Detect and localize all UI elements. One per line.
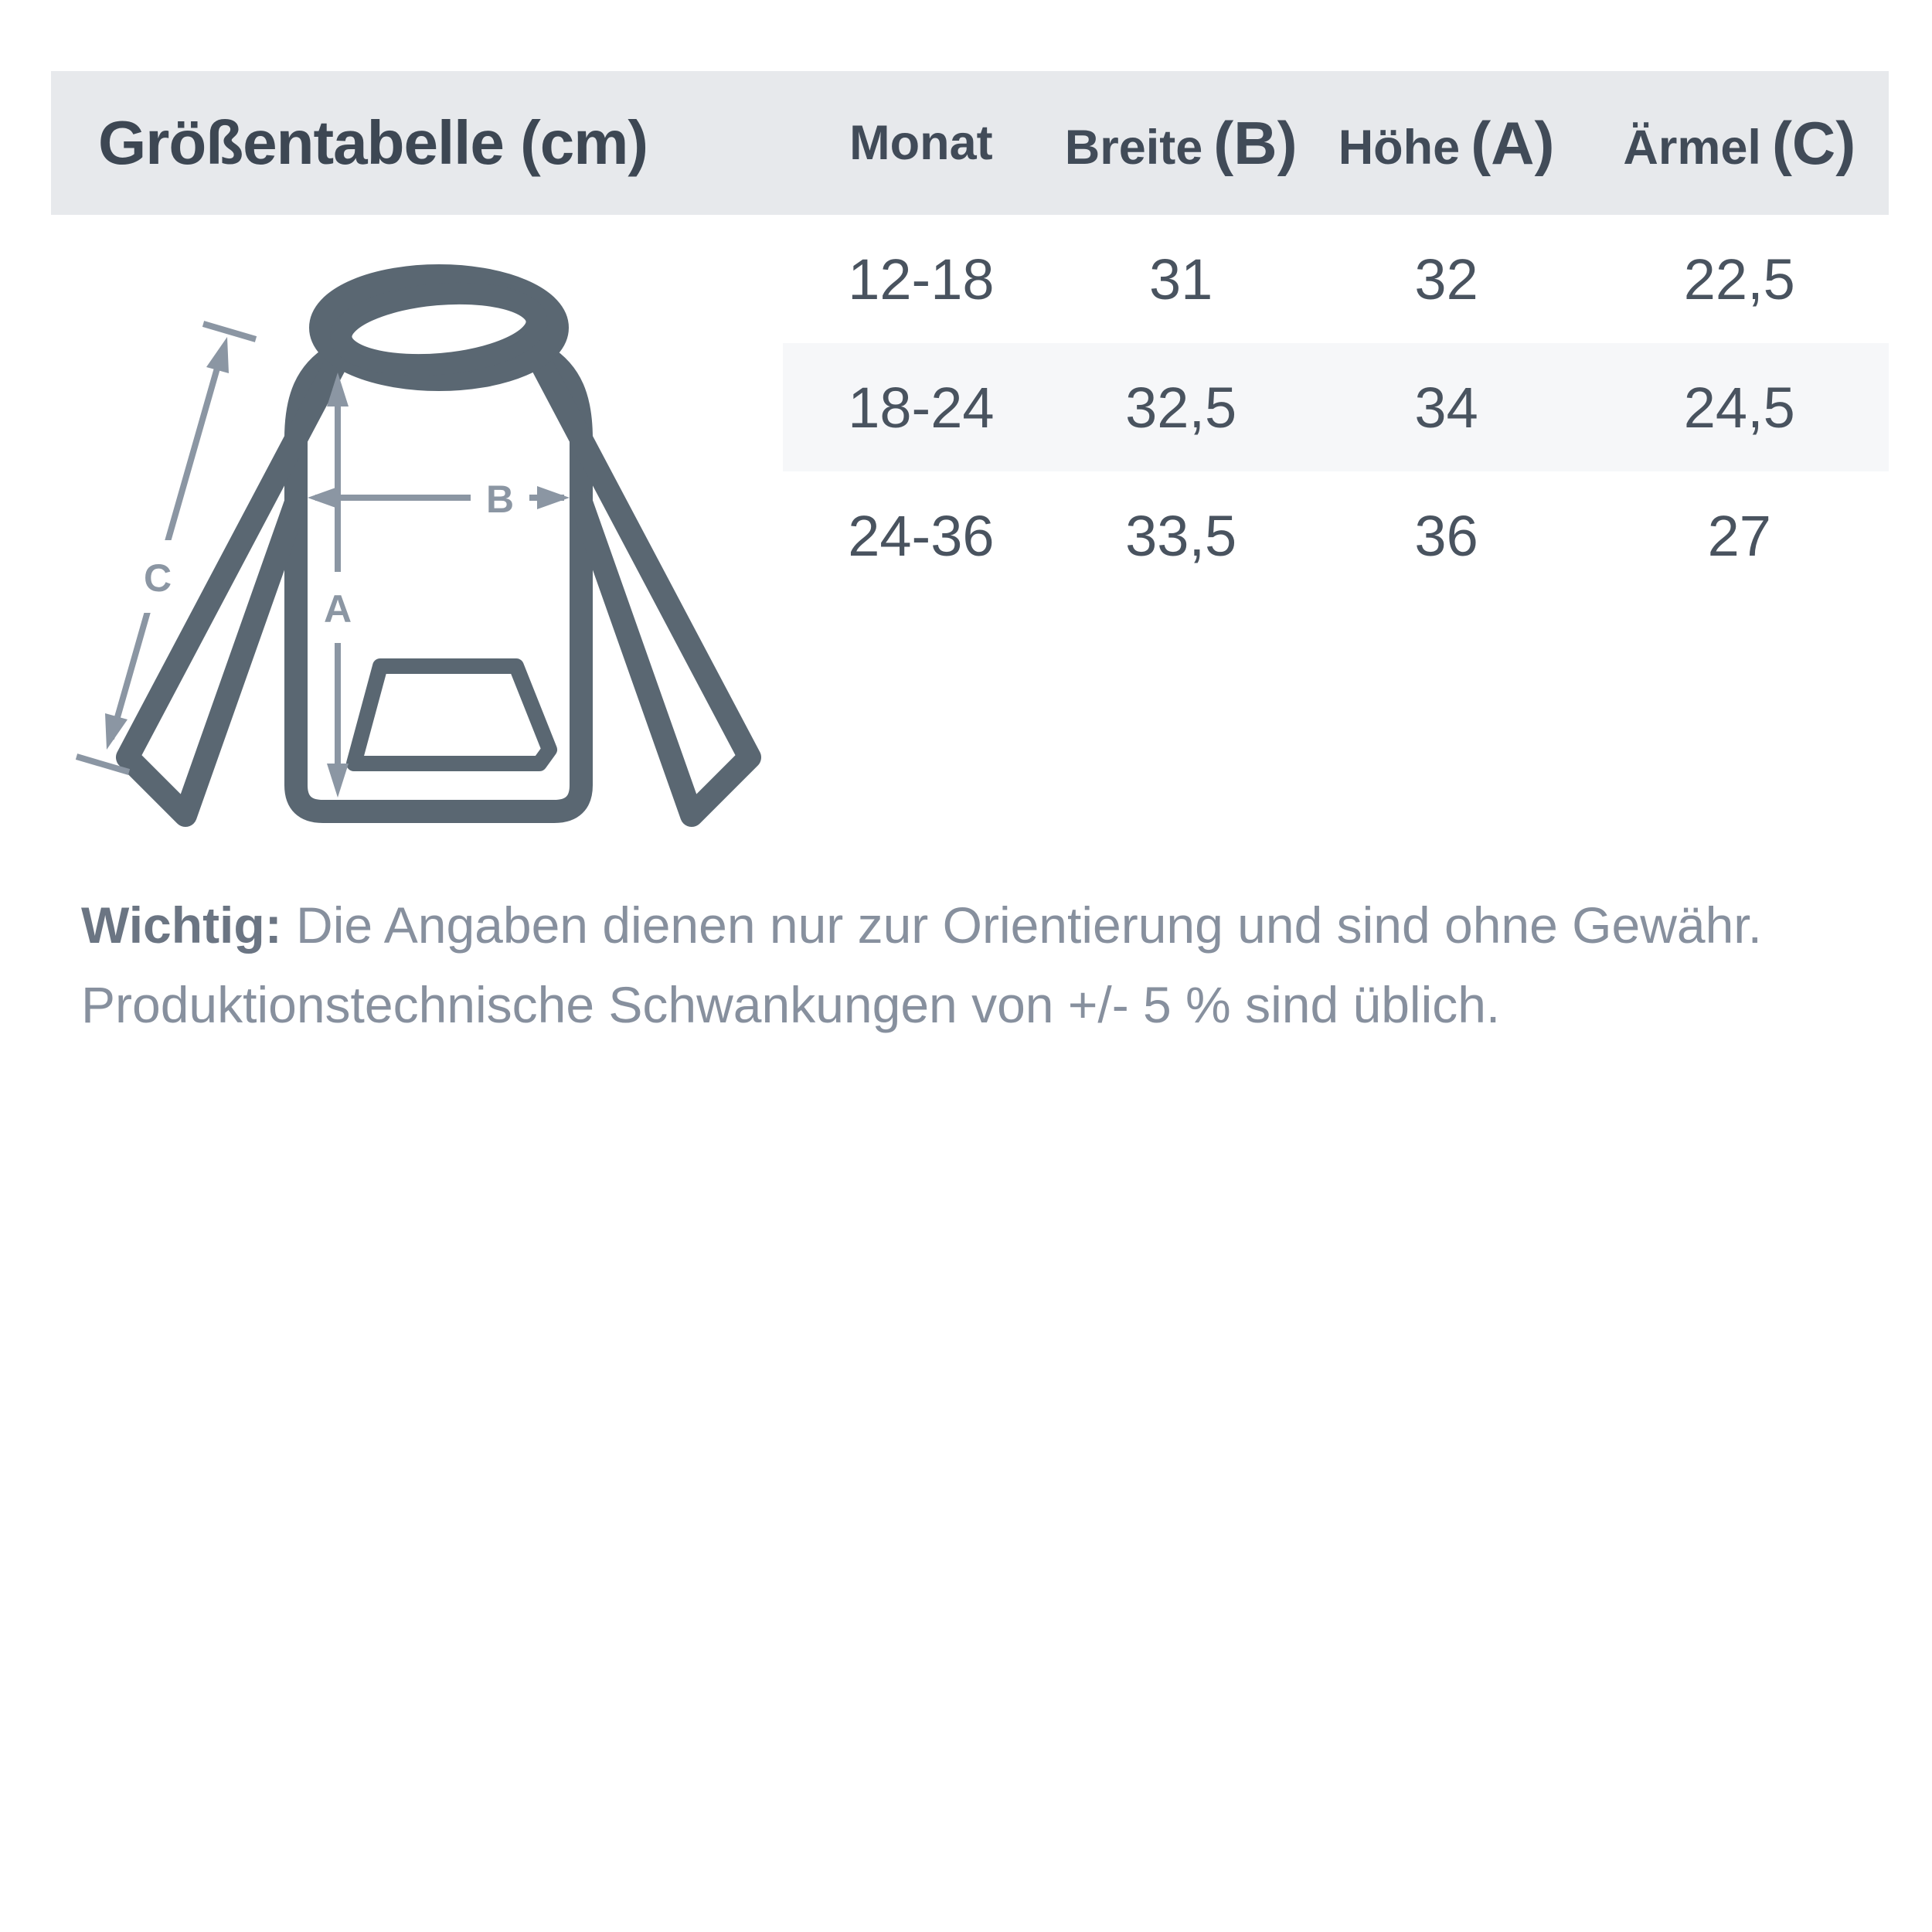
column-header-monat (783, 115, 1060, 171)
page-title: Größentabelle (cm) (98, 108, 648, 177)
cell-breite: 32,5 (1125, 375, 1237, 440)
arrow-b-left-head (308, 486, 340, 509)
cell-breite: 31 (1149, 247, 1213, 311)
dimension-label-b: B (485, 478, 515, 521)
dimension-label-c: C (143, 556, 172, 600)
disclaimer-line-1 (81, 886, 1762, 965)
hoodie-pocket-outline (354, 666, 549, 764)
cell-monat: 12-18 (848, 247, 995, 311)
cell-hoehe: 34 (1414, 375, 1478, 440)
column-letter: (C) (1771, 108, 1856, 177)
arrow-b-right-head (537, 486, 570, 509)
cell-aermel: 22,5 (1683, 247, 1795, 311)
column-label: Breite (1064, 120, 1203, 175)
disclaimer-bold-prefix: Wichtig: (81, 896, 282, 954)
arrow-a-down-head (327, 764, 349, 798)
cell-breite: 33,5 (1125, 503, 1237, 568)
disclaimer-line-2: Produktionstechnische Schwankungen von +/- 5 % sind üblich. (81, 976, 1501, 1033)
disclaimer-note (81, 886, 1762, 1045)
column-label: Höhe (1338, 120, 1461, 175)
column-letter: (A) (1471, 108, 1555, 177)
arrow-c-up-head (206, 337, 229, 373)
dimension-label-a: A (323, 587, 352, 631)
hood-inner-ring (338, 286, 540, 372)
column-header-breite (1060, 108, 1303, 179)
hoodie-measurement-diagram (62, 247, 781, 858)
cell-hoehe: 36 (1414, 503, 1478, 568)
cell-hoehe: 32 (1414, 247, 1478, 311)
table-row (783, 215, 1889, 343)
column-header-hoehe (1303, 108, 1590, 179)
size-table-rows (783, 215, 1889, 600)
table-row (783, 343, 1889, 471)
cell-monat: 18-24 (848, 375, 995, 440)
table-row (783, 471, 1889, 600)
column-header-aermel (1590, 108, 1889, 179)
cell-monat: 24-36 (848, 503, 995, 568)
sleeve-arrow-c-top-tick (203, 324, 256, 339)
cell-aermel: 24,5 (1683, 375, 1795, 440)
disclaimer-line-1-text: Die Angaben dienen nur zur Orientierung und sind ohne Gewähr. (281, 896, 1762, 954)
column-label: Monat (849, 116, 993, 170)
column-headers (783, 71, 1889, 215)
column-label: Ärmel (1623, 120, 1761, 175)
cell-aermel: 27 (1707, 503, 1771, 568)
table-header-band (51, 71, 1889, 215)
column-letter: (B) (1213, 108, 1298, 177)
